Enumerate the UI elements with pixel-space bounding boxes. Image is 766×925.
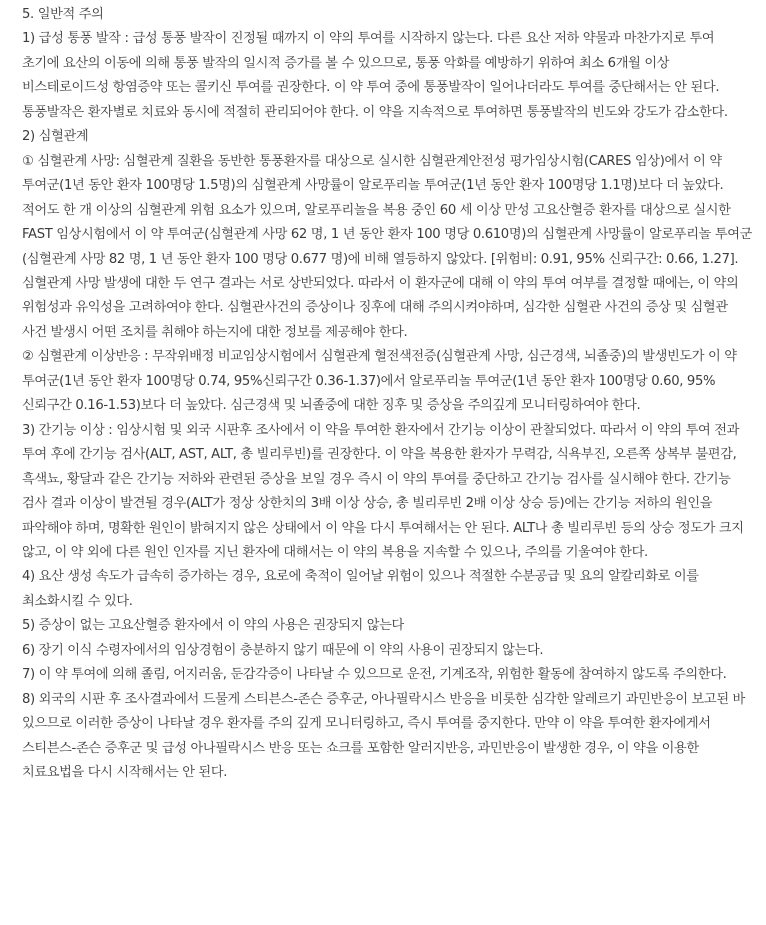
paragraph-uric-acid-production: 4) 요산 생성 속도가 급속히 증가하는 경우, 요로에 축적이 일어날 위험이 있으나 적절한 수분공급 및 요의 알칼리화로 이를 최소화시킬 수 있다. [22, 569, 699, 609]
paragraph-cardiovascular-heading: 2) 심혈관계 [22, 129, 89, 145]
paragraph-organ-transplant: 6) 장기 이식 수령자에서의 임상경험이 충분하지 않기 때문에 이 약의 사용이 권장되지 않는다. [22, 642, 544, 658]
paragraph-asymptomatic-hyperuricemia: 5) 증상이 없는 고요산혈증 환자에서 이 약의 사용은 권장되지 않는다 [22, 618, 404, 634]
paragraph-cardiovascular-death-conclusion: 심혈관계 사망 발생에 대한 두 연구 결과는 서로 상반되었다. 따라서 이 환자군에 대해 이 약의 투여 여부를 결정할 때에는, 이 약의 위험성과 유익성을 고려하여야 한다. 심혈관사건의 증상이나 징후에 대해 주의시켜야하며, 심각한 심혈관 사건의 증상 및 심혈관 사건 발생시 어떤 조치를 취해야 하는지에 대한 정보를 제공해야 한다. [22, 275, 739, 340]
paragraph-acute-gout-attack: 1) 급성 통풍 발작 : 급성 통풍 발작이 진정될 때까지 이 약의 투여를 시작하지 않는다. 다른 요산 저하 약물과 마찬가지로 투여 초기에 요산의 이동에 의해 통풍 발작의 일시적 증가를 볼 수 있으므로, 통풍 악화를 예방하기 위하여 최소 6개월 이상 비스테로이드성 항염증약 또는 콜키신 투여를 권장한다. 이 약 투여 중에 통풍발작이 일어나더라도 투여를 중단해서는 안 된다. 통풍발작은 환자별로 치료와 동시에 적절히 관리되어야 한다. 이 약을 지속적으로 투여하면 통풍발작의 빈도와 강도가 감소한다. [22, 31, 728, 120]
paragraph-liver-function-abnormality: 3) 간기능 이상 : 임상시험 및 외국 시판후 조사에서 이 약을 투여한 환자에서 간기능 이상이 관찰되었다. 따라서 이 약의 투여 전과 투여 후에 간기능 검사(ALT, AST, ALT, 총 빌리루빈)를 권장한다. 이 약을 복용한 환자가 무력감, 식욕부진, 오른쪽 상복부 불편감, 흑색뇨, 황달과 같은 간기능 저하와 관련된 증상을 보일 경우 즉시 이 약의 투여를 중단하고 간기능 검사를 실시해야 한다. 간기능 검사 결과 이상이 발견될 경우(ALT가 정상 상한치의 3배 이상 상승, 총 빌리루빈 2배 이상 상승 등)에는 간기능 저하의 원인을 파악해야 하며, 명확한 원인이 밝혀지지 않은 상태에서 이 약을 다시 투여해서는 안 된다. ALT나 총 빌리루빈 등의 상승 정도가 크지 않고, 이 약 외에 다른 원인 인자를 지닌 환자에 대해서는 이 약의 복용을 지속할 수 있으나, 주의를 기울여야 한다. [22, 422, 744, 560]
paragraph-cardiovascular-death: ① 심혈관계 사망: 심혈관계 질환을 동반한 통풍환자를 대상으로 실시한 심혈관계안전성 평가임상시험(CARES 임상)에서 이 약 투여군(1년 동안 환자 100명당 1.5명)의 심혈관계 사망률이 알로푸리놀 투여군(1년 동안 환자 100명당 1.1명)보다 더 높았다. 적어도 한 개 이상의 심혈관계 위험 요소가 있으며, 알로푸리놀을 복용 중인 60 세 이상 만성 고요산혈증 환자를 대상으로 실시한 FAST 임상시험에서 이 약 투여군(심혈관계 사망 62 명, 1 년 동안 환자 100 명당 0.610명)의 심혈관계 사망률이 알로푸리놀 투여군(심혈관계 사망 82 명, 1 년 동안 환자 100 명당 0.677 명)에 비해 열등하지 않았다. [위험비: 0.91, 95% 신뢰구간: 0.66, 1.27]. [22, 153, 752, 267]
paragraph-drowsiness-dizziness: 7) 이 약 투여에 의해 졸림, 어지러움, 둔감각증이 나타날 수 있으므로 운전, 기계조작, 위험한 활동에 참여하지 않도록 주의한다. [22, 667, 727, 683]
section-title: 5. 일반적 주의 [22, 7, 104, 22]
paragraph-hypersensitivity: 8) 외국의 시판 후 조사결과에서 드물게 스티븐스-존슨 증후군, 아나필락시스 반응을 비롯한 심각한 알레르기 과민반응이 보고된 바 있으므로 이러한 증상이 나타날 경우 환자를 주의 깊게 모니터링하고, 즉시 투여를 중지한다. 만약 이 약을 투여한 환자에게서 스티븐스-존슨 증후군 및 급성 아나필락시스 반응 또는 쇼크를 포함한 알러지반응, 과민반응이 발생한 경우, 이 약을 이용한 치료요법을 다시 시작해서는 안 된다. [22, 691, 745, 781]
paragraph-cardiovascular-adverse-reactions: ② 심혈관계 이상반응 : 무작위배정 비교임상시험에서 심혈관계 혈전색전증(심혈관계 사망, 심근경색, 뇌졸중)의 발생빈도가 이 약 투여군(1년 동안 환자 100명당 0.74, 95%신뢰구간 0.36-1.37)에서 알로푸리놀 투여군(1년 동안 환자 100명당 0.60, 95%신뢰구간 0.16-1.53)보다 더 높았다. 심근경색 및 뇌졸중에 대한 징후 및 증상을 주의깊게 모니터링하여야 한다. [22, 349, 737, 414]
